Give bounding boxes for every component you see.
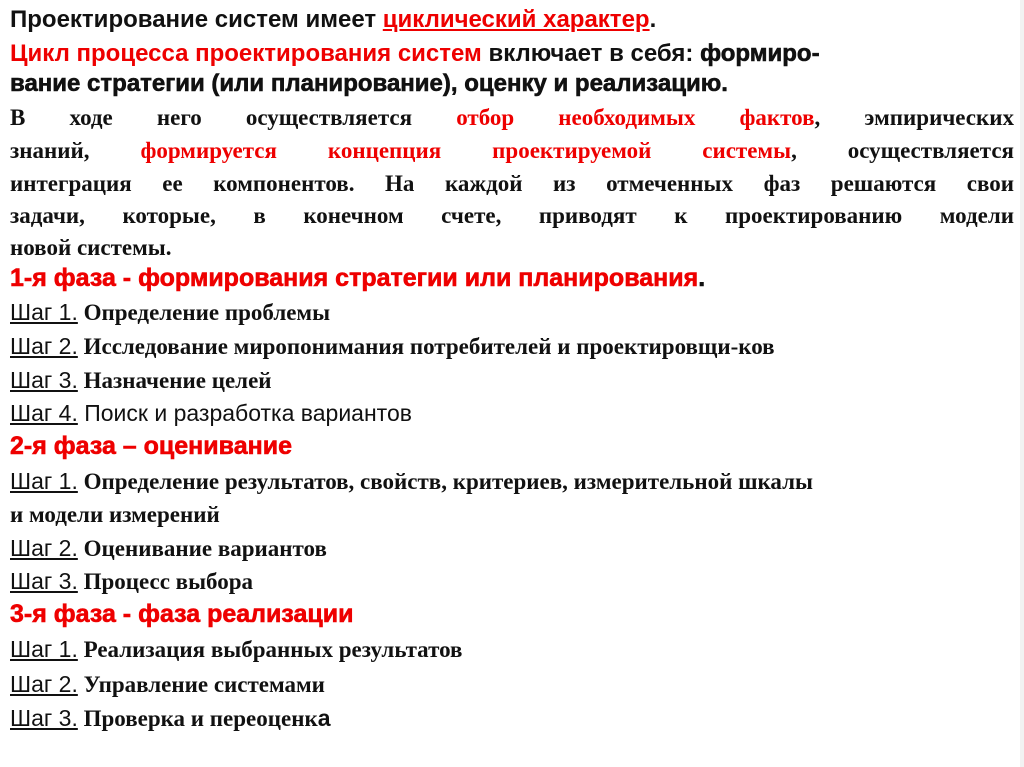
step-text: Оценивание вариантов xyxy=(77,536,327,561)
intro-text: Проектирование систем имеет xyxy=(10,6,383,33)
step-text-tail: а xyxy=(317,705,331,731)
concept-phrase: формируется концепция проектируемой системы xyxy=(140,138,792,163)
phase-1-dot: . xyxy=(698,264,706,292)
cyclic-character-phrase: циклический характер xyxy=(382,6,650,33)
step-label: Шаг 4. xyxy=(10,400,78,426)
para-text: знаний, xyxy=(10,138,141,163)
step-label: Шаг 2. xyxy=(10,535,78,561)
step-text: Реализация выбранных результатов xyxy=(77,637,463,662)
cycle-list-end: вание стратегии (или планирование), оценку и реализацию. xyxy=(10,70,728,97)
step-text: Процесс выбора xyxy=(77,569,254,594)
phase-1-title xyxy=(10,266,705,291)
phase-1-heading: 1-я фаза - формирования стратегии или планирования xyxy=(10,264,699,292)
step-text: Проверка и переоценк xyxy=(77,706,318,731)
step-label: Шаг 1. xyxy=(10,299,78,325)
step-text: Исследование миропонимания потребителей и проектировщи-ков xyxy=(77,334,775,359)
paragraph-line-5 xyxy=(10,236,172,259)
phase-1-step-4 xyxy=(10,402,412,425)
step-label: Шаг 1. xyxy=(10,468,78,494)
phase-1-step-2 xyxy=(10,335,775,358)
step-text: Управление системами xyxy=(77,672,325,697)
para-text: новой системы. xyxy=(10,235,172,260)
step-text: и модели измерений xyxy=(10,502,220,527)
step-label: Шаг 3. xyxy=(10,705,78,731)
phase-2-step-1-cont xyxy=(10,503,220,526)
cycle-list-line xyxy=(10,72,728,96)
step-label: Шаг 2. xyxy=(10,671,78,697)
para-text: , эмпирических xyxy=(814,105,1014,130)
phase-2-title xyxy=(10,434,292,459)
para-text: В ходе него осуществляется xyxy=(10,105,457,130)
phase-2-heading: 2-я фаза – оценивание xyxy=(10,432,292,460)
step-label: Шаг 2. xyxy=(10,333,78,359)
step-label: Шаг 3. xyxy=(10,367,78,393)
paragraph-line-3 xyxy=(10,172,1014,195)
paragraph-line-4 xyxy=(10,204,1014,227)
slide-edge-divider xyxy=(1020,0,1024,767)
para-text: интеграция ее компонентов. На каждой из отмеченных фаз решаются свои xyxy=(10,171,1014,196)
phase-3-heading: 3-я фаза - фаза реализации xyxy=(10,600,354,628)
step-text: Назначение целей xyxy=(77,368,272,393)
phase-3-step-1 xyxy=(10,638,462,661)
para-text: , осуществляется xyxy=(791,138,1014,163)
step-text: Определение результатов, свойств, критериев, измерительной шкалы xyxy=(77,469,813,494)
step-label: Шаг 1. xyxy=(10,636,78,662)
intro-period: . xyxy=(649,6,657,33)
phase-3-step-2 xyxy=(10,673,325,696)
cycle-line xyxy=(10,42,820,66)
para-text: задачи, которые, в конечном счете, приводят к проектированию модели xyxy=(10,203,1014,228)
phase-2-step-3 xyxy=(10,570,253,593)
cycle-verb: включает в себя: xyxy=(481,40,701,67)
cycle-subject: Цикл процесса проектирования систем xyxy=(10,40,482,67)
cycle-list-start: формиро- xyxy=(700,40,820,67)
step-text: Поиск и разработка вариантов xyxy=(77,400,412,426)
phase-1-step-3 xyxy=(10,369,272,392)
paragraph-line-2 xyxy=(10,139,1014,162)
step-text: Определение проблемы xyxy=(77,300,331,325)
phase-2-step-1 xyxy=(10,470,813,493)
phase-2-step-2 xyxy=(10,537,327,560)
phase-3-title xyxy=(10,602,354,627)
step-label: Шаг 3. xyxy=(10,568,78,594)
facts-selection-phrase: отбор необходимых фактов xyxy=(456,105,815,130)
phase-1-step-1 xyxy=(10,301,330,324)
phase-3-step-3 xyxy=(10,707,331,730)
paragraph-line-1 xyxy=(10,106,1014,129)
intro-line xyxy=(10,8,656,32)
